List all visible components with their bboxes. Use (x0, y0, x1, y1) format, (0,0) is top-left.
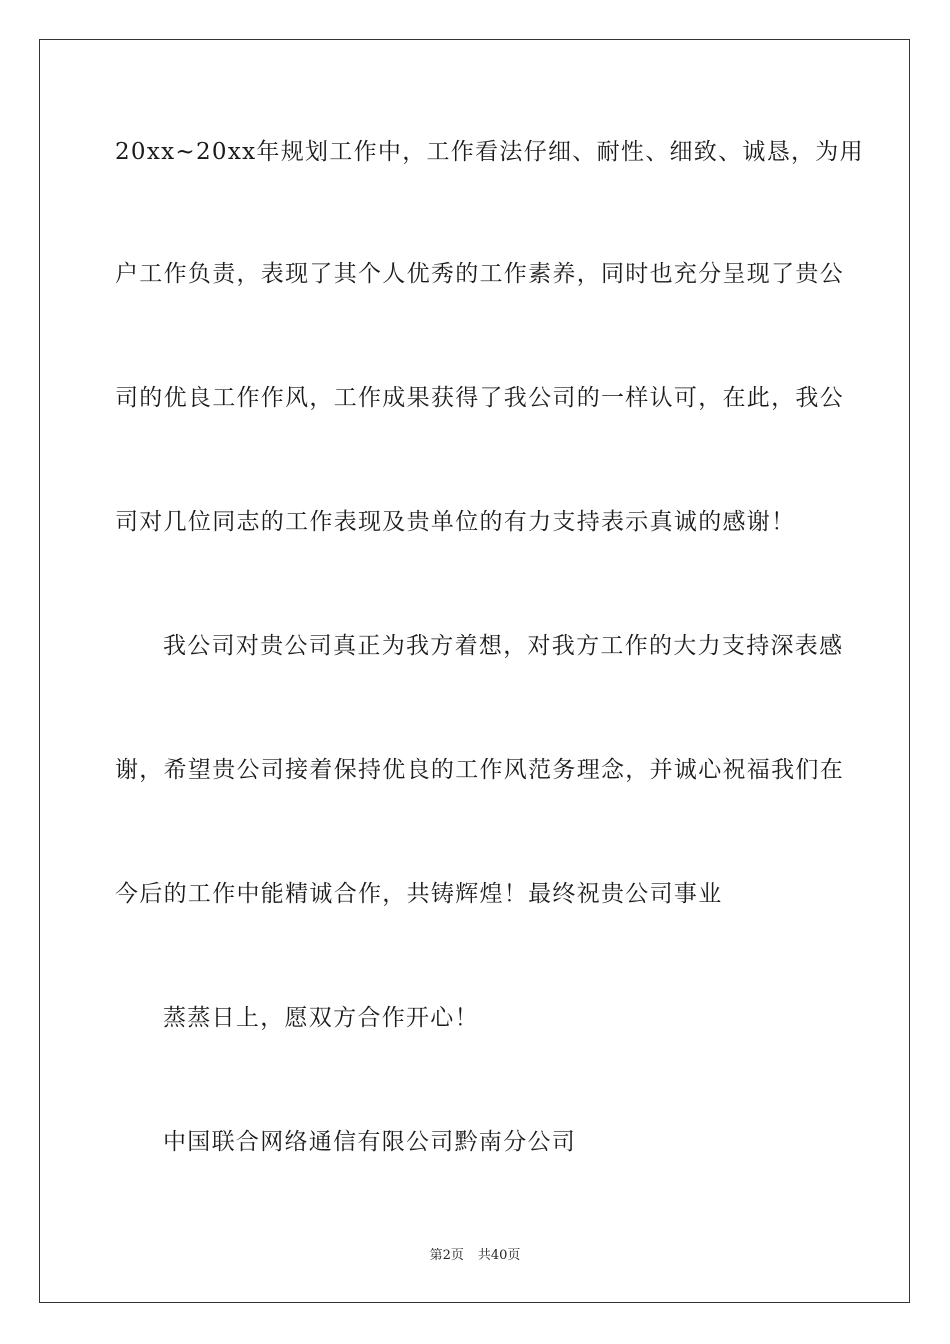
body-line-5: 我公司对贵公司真正为我方着想，对我方工作的大力支持深表感 (163, 633, 844, 659)
body-line-7: 今后的工作中能精诚合作，共铸辉煌！最终祝贵公司事业 (115, 881, 723, 907)
page-footer (0, 1247, 950, 1265)
signature-company: 中国联合网络通信有限公司黔南分公司 (163, 1129, 577, 1155)
page-border (39, 39, 910, 1303)
page-number: 第2页 (429, 1248, 464, 1263)
body-line-8: 蒸蒸日上，愿双方合作开心！ (163, 1005, 479, 1031)
page-total: 共40页 (477, 1248, 521, 1263)
body-line-1: 20xx~20xx年规划工作中，工作看法仔细、耐性、细致、诚恳，为用 (115, 139, 864, 165)
body-line-4: 司对几位同志的工作表现及贵单位的有力支持表示真诚的感谢！ (115, 509, 796, 535)
body-line-2: 户工作负责，表现了其个人优秀的工作素养，同时也充分呈现了贵公 (115, 261, 844, 287)
body-line-6: 谢，希望贵公司接着保持优良的工作风范务理念，并诚心祝福我们在 (115, 757, 844, 783)
body-line-3: 司的优良工作作风，工作成果获得了我公司的一样认可，在此，我公 (115, 385, 844, 411)
